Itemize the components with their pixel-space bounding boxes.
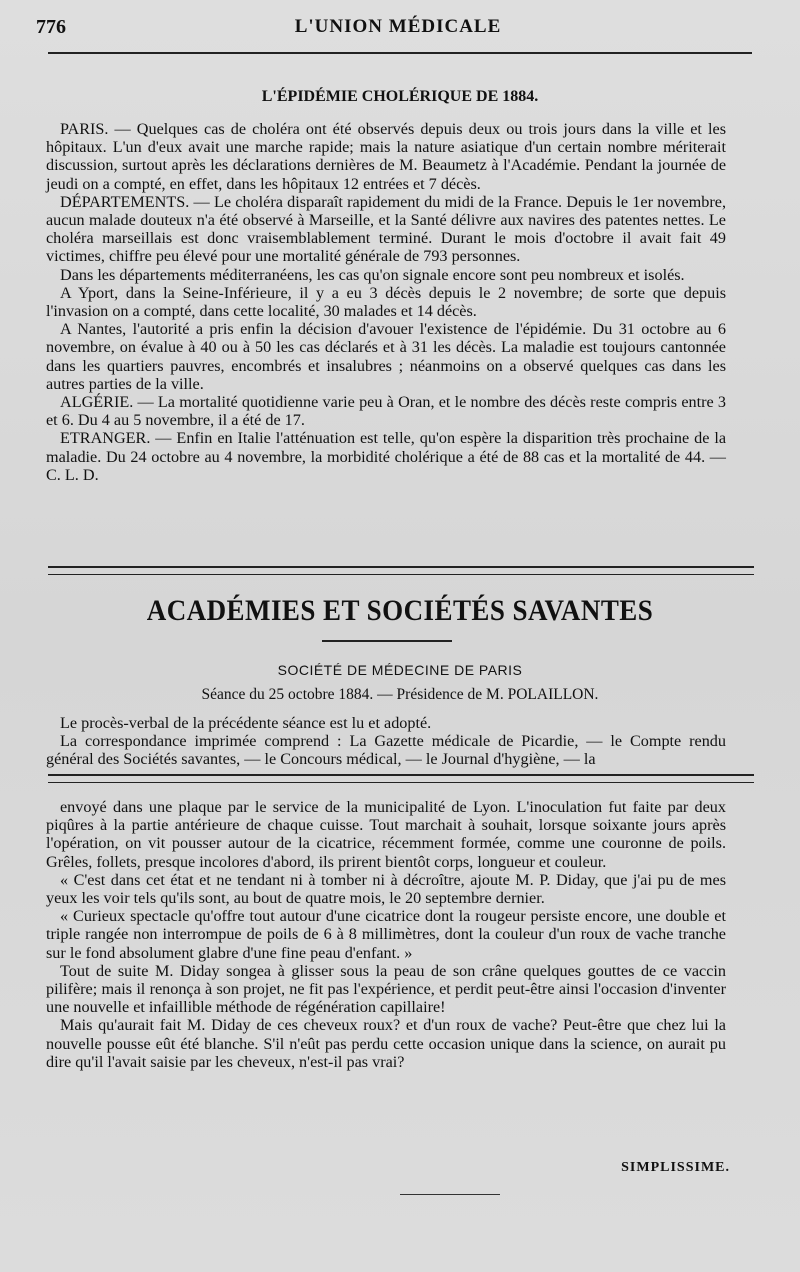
section-title-academies: ACADÉMIES ET SOCIÉTÉS SAVANTES bbox=[146, 594, 654, 627]
paragraph: ETRANGER. — Enfin en Italie l'atténuation est telle, qu'on espère la disparition très prochaine de la maladie. Du 24 octobre au 4 novembre, la morbidité cholérique a été de 88 cas et la mortalité de 44. — C. L. D. bbox=[46, 429, 726, 484]
column-break-rule bbox=[48, 774, 754, 783]
paragraph: PARIS. — Quelques cas de choléra ont été observés depuis deux ou trois jours dans la ville et les hôpitaux. L'un d'eux avait une marche rapide; mais la nature asiatique d'un certain nombre mériterait discussion, surtout après les déclarations dernières de M. Beaumetz à l'Académie. Pendant la journée de jeudi on a compté, en effet, dans les hôpitaux 12 entrées et 7 décès. bbox=[46, 120, 726, 193]
signature: SIMPLISSIME. bbox=[621, 1160, 730, 1175]
paragraph: A Yport, dans la Seine-Inférieure, il y a eu 3 décès depuis le 2 novembre; de sorte que depuis l'invasion on a compté, dans cette localité, 30 malades et 14 décès. bbox=[46, 283, 726, 321]
journal-title: L'UNION MÉDICALE bbox=[294, 16, 502, 37]
paragraph: DÉPARTEMENTS. — Le choléra disparaît rapidement du midi de la France. Depuis le 1er novembre, aucun malade douteux n'a été observé à Marseille, et la Santé délivre aux navires des patentes nettes. Le choléra marseillais est donc vraisemblablement terminé. Durant le mois d'octobre il avait fait 49 victimes, chiffre peu élevé pour une mortalité générale de 793 personnes. bbox=[46, 192, 726, 266]
paragraph: « Curieux spectacle qu'offre tout autour d'une cicatrice dont la rougeur persiste encore, une double et triple rangée non interrompue de poils de 6 à 8 millimètres, dont la couleur d'un roux de vache tranche sur le fond absolument glabre d'une fine peau d'enfant. » bbox=[46, 907, 726, 962]
running-header bbox=[36, 16, 760, 44]
epidemic-body bbox=[46, 120, 726, 484]
continuation-body bbox=[46, 798, 726, 1071]
paragraph: La correspondance imprimée comprend : La Gazette médicale de Picardie, — le Compte rendu général des Sociétés savantes, — le Concours médical, — le Journal d'hygiène, — la bbox=[46, 732, 726, 769]
paragraph: A Nantes, l'autorité a pris enfin la décision d'avouer l'existence de l'épidémie. Du 31 octobre au 6 novembre, on évalue à 40 ou à 50 les cas déclarés et à 31 les décès. La maladie est toujours cantonnée dans les quartiers pauvres, encombrés et insalubres ; néanmoins on a observé quelques cas dans les autres parties de la ville. bbox=[46, 320, 726, 393]
paragraph: Mais qu'aurait fait M. Diday de ces cheveux roux? et d'un roux de vache? Peut-être que chez lui la nouvelle pousse eût été blanche. S'il n'eût pas perdu cette occasion unique dans la science, on aurait pu dire qu'il l'avait saisie par les cheveux, n'est-il pas vrai? bbox=[46, 1016, 726, 1071]
society-title: SOCIÉTÉ DE MÉDECINE DE PARIS bbox=[277, 662, 523, 678]
paragraph: ALGÉRIE. — La mortalité quotidienne varie peu à Oran, et le nombre des décès reste compris entre 3 et 6. Du 4 au 5 novembre, il a été de 17. bbox=[46, 393, 726, 430]
page-number: 776 bbox=[36, 16, 66, 38]
title-underline bbox=[322, 640, 452, 642]
paragraph: Tout de suite M. Diday songea à glisser sous la peau de son crâne quelques gouttes de ce vaccin pilifère; mais il renonça à son projet, ne fit pas l'expérience, et perdit peut-être ainsi l'occasion d'inventer une nouvelle et infaillible méthode de régénération capillaire! bbox=[46, 961, 726, 1017]
end-rule bbox=[400, 1194, 500, 1195]
section-title-epidemic: L'ÉPIDÉMIE CHOLÉRIQUE DE 1884. bbox=[261, 88, 539, 105]
paragraph: envoyé dans une plaque par le service de la municipalité de Lyon. L'inoculation fut faite par deux piqûres à la partie antérieure de chaque cuisse. Tout marchait à souhait, lorsque soixante jours après l'opération, on vit pousser autour de la cicatrice, récemment formée, comme une couronne de poils. Grêles, follets, presque incolores d'abord, ils prirent bientôt corps, longueur et couleur. bbox=[46, 798, 726, 871]
paragraph: Dans les départements méditerranéens, les cas qu'on signale encore sont peu nombreux et isolés. bbox=[60, 265, 685, 284]
paragraph: « C'est dans cet état et ne tendant ni à tomber ni à décroître, ajoute M. P. Diday, que j'ai pu de mes yeux les voir tels qu'ils sont, au bout de quatre mois, le 20 septembre dernier. bbox=[46, 870, 726, 908]
section-divider bbox=[48, 566, 754, 575]
header-rule bbox=[48, 52, 752, 54]
academies-body bbox=[46, 714, 726, 769]
paragraph: Le procès-verbal de la précédente séance est lu et adopté. bbox=[60, 714, 432, 732]
seance-line: Séance du 25 octobre 1884. — Présidence de M. POLAILLON. bbox=[201, 686, 599, 703]
